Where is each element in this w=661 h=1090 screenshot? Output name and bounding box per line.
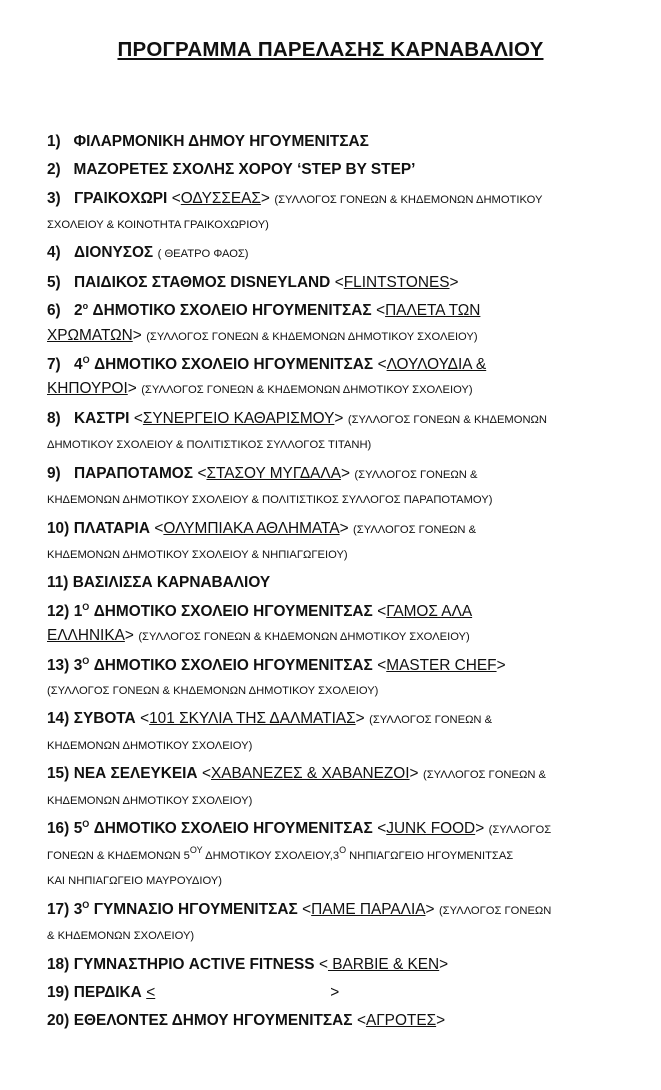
item-name: ΠΑΡΑΠΟΤΑΜΟΣ <box>74 464 193 482</box>
item-ordinal: $3^O$ <box>73 655 90 674</box>
item-ordinal: $2^o$ <box>74 301 89 319</box>
item-note: ΓΟΝΕΩΝ & ΚΗΔΕΜΟΝΩΝ $5^{O\Upsilon}$ ΔΗΜΟΤΙΚΟΥ $\Sigma XO\Lambda EIO\Upsilon,3^O$ ΝΗΠΙΑΓΩΓΕΙΟ ΗΓΟΥΜΕΝΙΤΣΑΣ <box>47 844 514 862</box>
item-note: (ΣΥΛΛΟΓΟΣ ΓΟΝΕΩΝ & ΚΗΔΕΜΟΝΩΝ ΔΗΜΟΤΙΚΟΥ <box>274 193 543 206</box>
item-theme: 101 ΣΚΥΛΙΑ ΤΗΣ ΔΑΛΜΑΤΙΑΣ <box>149 710 356 728</box>
item-note: (ΣΥΛΛΟΓΟΣ ΓΟΝΕΩΝ & ΚΗΔΕΜΟΝΩΝ ΔΗΜΟΤΙΚΟΥ ΣΧΟΛΕΙΟΥ) <box>146 330 478 343</box>
list-item: 6) $2^o$ ΔΗΜΟΤΙΚΟ ΣΧΟΛΕΙΟ ΗΓΟΥΜΕΝΙΤΣΑΣ <ΠΑΛΕΤΑ ΤΩΝ ΧΡΩΜΑΤΩΝ> (ΣΥΛΛΟΓΟΣ ΓΟΝΕΩΝ & ΚΗΔΕΜΟΝΩΝ ΔΗΜΟΤΙΚΟΥ ΣΧΟΛΕΙΟΥ) <box>47 301 481 344</box>
item-note: (ΣΥΛΛΟΓΟΣ ΓΟΝΕΩΝ & <box>354 468 478 481</box>
item-number: 14) <box>47 710 70 728</box>
item-note: (ΣΥΛΛΟΓΟΣ ΓΟΝΕΩΝ & ΚΗΔΕΜΟΝΩΝ <box>347 413 547 426</box>
item-theme: ΟΔΥΣΣΕΑΣ <box>180 189 261 207</box>
item-ordinal: $5^O$ <box>73 819 90 838</box>
item-theme: BARBIE & KEN <box>327 955 440 973</box>
item-number: 16) <box>47 820 70 838</box>
item-note: ΔΗΜΟΤΙΚΟΥ ΣΧΟΛΕΙΟΥ & ΠΟΛΙΤΙΣΤΙΚΟΣ ΣΥΛΛΟΓΟΣ ΤΙΤΑΝΗ) <box>47 439 372 452</box>
item-ordinal: $3^O$ <box>73 899 90 918</box>
item-name: ΠΑΙΔΙΚΟΣ ΣΤΑΘΜΟΣ DISNEYLAND <box>74 273 331 291</box>
item-name: ΓΡΑΙΚΟΧΩΡΙ <box>74 189 168 207</box>
list-item: 8) ΚΑΣΤΡΙ <ΣΥΝΕΡΓΕΙΟ ΚΑΘΑΡΙΣΜΟΥ> (ΣΥΛΛΟΓΟΣ ΓΟΝΕΩΝ & ΚΗΔΕΜΟΝΩΝ ΔΗΜΟΤΙΚΟΥ ΣΧΟΛΕΙΟΥ & ΠΟΛΙΤΙΣΤΙΚΟΣ ΣΥΛΛΟΓΟΣ ΤΙΤΑΝΗ) <box>47 409 547 452</box>
item-theme: ΠΑΛΕΤΑ ΤΩΝ <box>385 302 481 319</box>
item-name: ΜΑΖΟΡΕΤΕΣ ΣΧΟΛΗΣ ΧΟΡΟΥ ‘STEP BY STEP’ <box>73 161 416 179</box>
list-item: 14) ΣΥΒΟΤΑ <101 ΣΚΥΛΙΑ ΤΗΣ ΔΑΛΜΑΤΙΑΣ> (ΣΥΛΛΟΓΟΣ ΓΟΝΕΩΝ & ΚΗΔΕΜΟΝΩΝ ΔΗΜΟΤΙΚΟΥ ΣΧΟΛΕΙΟΥ) <box>47 710 493 752</box>
item-theme: MASTER CHEF <box>386 656 497 674</box>
list-item <box>47 241 643 267</box>
item-theme: ΠΑΜΕ ΠΑΡΑΛΙΑ <box>311 900 426 918</box>
item-number: 13) <box>47 656 70 674</box>
item-number: 8) <box>47 409 61 427</box>
item-name: ΝΕΑ ΣΕΛΕΥΚΕΙΑ <box>73 765 198 783</box>
item-note: ΚΗΔΕΜΟΝΩΝ ΔΗΜΟΤΙΚΟΥ ΣΧΟΛΕΙΟΥ & ΝΗΠΙΑΓΩΓΕΙΟΥ) <box>47 549 348 562</box>
list-item: 16) $5^O$ ΔΗΜΟΤΙΚΟ ΣΧΟΛΕΙΟ ΗΓΟΥΜΕΝΙΤΣΑΣ <JUNK FOOD> (ΣΥΛΛΟΓΟΣ ΓΟΝΕΩΝ & ΚΗΔΕΜΟΝΩΝ $5^{O\Upsilon}$ ΔΗΜΟΤΙΚΟΥ $\Sigma XO\Lambda EIO\Upsilon,3^O$ ΝΗΠΙΑΓΩΓΕΙΟ ΗΓΟΥΜΕΝΙΤΣΑΣ ΚΑΙ ΝΗΠΙΑΓΩΓΕΙΟ ΜΑΥΡΟΥΔΙΟΥ) <box>47 819 552 888</box>
item-theme: ΑΓΡΟΤΕΣ <box>365 1012 437 1030</box>
item-theme-blank: < <box>146 983 156 1001</box>
list-item <box>47 158 643 183</box>
item-name: ΣΥΒΟΤΑ <box>73 710 136 728</box>
item-note: & ΚΗΔΕΜΟΝΩΝ ΣΧΟΛΕΙΟΥ) <box>47 930 195 943</box>
item-theme: FLINTSTONES <box>343 273 450 291</box>
list-item: 18) ΓΥΜΝΑΣΤΗΡΙΟ ACTIVE FITNESS < BARBIE & KEN> <box>47 955 449 973</box>
item-note: (ΣΥΛΛΟΓΟΣ ΓΟΝΕΩΝ & ΚΗΔΕΜΟΝΩΝ ΔΗΜΟΤΙΚΟΥ ΣΧΟΛΕΙΟΥ) <box>141 384 473 397</box>
item-note: (ΣΥΛΛΟΓΟΣ ΓΟΝΕΩΝ & <box>422 769 546 782</box>
item-name: ΕΘΕΛΟΝΤΕΣ ΔΗΜΟΥ ΗΓΟΥΜΕΝΙΤΣΑΣ <box>73 1012 353 1030</box>
item-note: ΚΗΔΕΜΟΝΩΝ ΔΗΜΟΤΙΚΟΥ ΣΧΟΛΕΙΟΥ) <box>47 794 253 807</box>
item-name: ΒΑΣΙΛΙΣΣΑ ΚΑΡΝΑΒΑΛΙΟΥ <box>72 574 271 592</box>
item-note: ΚΗΔΕΜΟΝΩΝ ΔΗΜΟΤΙΚΟΥ ΣΧΟΛΕΙΟΥ) <box>47 740 253 752</box>
item-theme: ΧΑΒΑΝΕΖΕΣ & ΧΑΒΑΝΕΖΟΙ <box>211 765 410 783</box>
item-ordinal: $1^O$ <box>73 601 90 620</box>
item-number: 10) <box>47 519 70 537</box>
page-title: ΠΡΟΓΡΑΜΜΑ ΠΑΡΕΛΑΣΗΣ ΚΑΡΝΑΒΑΛΙΟΥ <box>117 38 544 61</box>
item-name: ΓΥΜΝΑΣΙΟ ΗΓΟΥΜΕΝΙΤΣΑΣ <box>93 900 298 918</box>
item-note: (ΣΥΛΛΟΓΟΣ ΓΟΝΕΩΝ & <box>369 714 493 727</box>
item-name: ΓΥΜΝΑΣΤΗΡΙΟ ACTIVE FITNESS <box>73 955 315 973</box>
item-note: ΣΧΟΛΕΙΟΥ & ΚΟΙΝΟΤΗΤΑ ΓΡΑΙΚΟΧΩΡΙΟΥ) <box>47 219 269 232</box>
item-name: ΔΗΜΟΤΙΚΟ ΣΧΟΛΕΙΟ ΗΓΟΥΜΕΝΙΤΣΑΣ <box>93 656 373 674</box>
item-number: 20) <box>47 1012 70 1030</box>
item-number: 11) <box>47 574 69 592</box>
item-number: 6) <box>47 302 61 319</box>
item-number: 9) <box>47 464 61 482</box>
list-item: 10) ΠΛΑΤΑΡΙΑ <ΟΛΥΜΠΙΑΚΑ ΑΘΛΗΜΑΤΑ> (ΣΥΛΛΟΓΟΣ ΓΟΝΕΩΝ & ΚΗΔΕΜΟΝΩΝ ΔΗΜΟΤΙΚΟΥ ΣΧΟΛΕΙΟΥ & ΝΗΠΙΑΓΩΓΕΙΟΥ) <box>47 519 477 562</box>
item-ordinal: $4^O$ <box>74 354 90 373</box>
item-note: ΚΑΙ ΝΗΠΙΑΓΩΓΕΙΟ ΜΑΥΡΟΥΔΙΟΥ) <box>47 875 222 888</box>
item-name: ΦΙΛΑΡΜΟΝΙΚΗ ΔΗΜΟΥ ΗΓΟΥΜΕΝΙΤΣΑΣ <box>73 133 369 150</box>
item-theme: ΛΟΥΛΟΥΔΙΑ & <box>386 355 487 373</box>
item-theme: JUNK FOOD <box>386 820 476 838</box>
list-item: 13) $3^O$ ΔΗΜΟΤΙΚΟ ΣΧΟΛΕΙΟ ΗΓΟΥΜΕΝΙΤΣΑΣ <MASTER CHEF> (ΣΥΛΛΟΓΟΣ ΓΟΝΕΩΝ & ΚΗΔΕΜΟΝΩΝ ΔΗΜΟΤΙΚΟΥ ΣΧΟΛΕΙΟΥ) <box>47 655 506 698</box>
list-item: 3) ΓΡΑΙΚΟΧΩΡΙ <ΟΔΥΣΣΕΑΣ> (ΣΥΛΛΟΓΟΣ ΓΟΝΕΩΝ & ΚΗΔΕΜΟΝΩΝ ΔΗΜΟΤΙΚΟΥ ΣΧΟΛΕΙΟΥ & ΚΟΙΝΟΤΗΤΑ ΓΡΑΙΚΟΧΩΡΙΟΥ) <box>47 189 543 232</box>
item-number: 2) <box>47 161 61 179</box>
item-name: ΔΗΜΟΤΙΚΟ ΣΧΟΛΕΙΟ ΗΓΟΥΜΕΝΙΤΣΑΣ <box>93 820 373 838</box>
list-item <box>47 571 643 596</box>
list-item: 19) ΠΕΡΔΙΚΑ < > <box>47 983 340 1001</box>
list-item: 15) ΝΕΑ ΣΕΛΕΥΚΕΙΑ <ΧΑΒΑΝΕΖΕΣ & ΧΑΒΑΝΕΖΟΙ> (ΣΥΛΛΟΓΟΣ ΓΟΝΕΩΝ & ΚΗΔΕΜΟΝΩΝ ΔΗΜΟΤΙΚΟΥ ΣΧΟΛΕΙΟΥ) <box>47 765 546 807</box>
item-theme: ΓΑΜΟΣ ΑΛΑ <box>386 602 473 620</box>
list-item: 20) ΕΘΕΛΟΝΤΕΣ ΔΗΜΟΥ ΗΓΟΥΜΕΝΙΤΣΑΣ <ΑΓΡΟΤΕΣ> <box>47 1012 446 1030</box>
parade-list <box>47 130 643 1037</box>
item-number: 12) <box>47 602 70 620</box>
item-number: 1) <box>47 133 61 150</box>
item-name: ΔΗΜΟΤΙΚΟ ΣΧΟΛΕΙΟ ΗΓΟΥΜΕΝΙΤΣΑΣ <box>94 355 374 373</box>
item-name: ΠΕΡΔΙΚΑ <box>73 983 142 1001</box>
item-number: 18) <box>47 955 70 973</box>
item-number: 5) <box>47 273 61 291</box>
item-number: 19) <box>47 983 70 1001</box>
item-name: ΚΑΣΤΡΙ <box>74 409 130 427</box>
item-number: 17) <box>47 900 70 918</box>
list-item: 9) ΠΑΡΑΠΟΤΑΜΟΣ <ΣΤΑΣΟΥ ΜΥΓΔΑΛΑ> (ΣΥΛΛΟΓΟΣ ΓΟΝΕΩΝ & ΚΗΔΕΜΟΝΩΝ ΔΗΜΟΤΙΚΟΥ ΣΧΟΛΕΙΟΥ & ΠΟΛΙΤΙΣΤΙΚΟΣ ΣΥΛΛΟΓΟΣ ΠΑΡΑΠΟΤΑΜΟΥ) <box>47 464 493 507</box>
item-theme: ΣΥΝΕΡΓΕΙΟ ΚΑΘΑΡΙΣΜΟΥ <box>142 409 335 427</box>
item-name: ΔΙΟΝΥΣΟΣ <box>74 244 154 262</box>
item-theme: ΚΗΠΟΥΡΟΙ <box>47 380 128 398</box>
item-note: ( ΘΕΑΤΡΟ ΦΑΟΣ) <box>157 248 249 261</box>
item-name: ΠΛΑΤΑΡΙΑ <box>73 519 150 537</box>
list-item: 5) ΠΑΙΔΙΚΟΣ ΣΤΑΘΜΟΣ DISNEYLAND <FLINTSTONES> <box>47 273 459 291</box>
list-item: 12) $1^O$ ΔΗΜΟΤΙΚΟ ΣΧΟΛΕΙΟ ΗΓΟΥΜΕΝΙΤΣΑΣ <ΓΑΜΟΣ ΑΛΑ ΕΛΛΗΝΙΚΑ> (ΣΥΛΛΟΓΟΣ ΓΟΝΕΩΝ & ΚΗΔΕΜΟΝΩΝ ΔΗΜΟΤΙΚΟΥ ΣΧΟΛΕΙΟΥ) <box>47 601 473 645</box>
item-note: (ΣΥΛΛΟΓΟΣ ΓΟΝΕΩΝ <box>438 904 552 917</box>
list-item: 17) $3^O$ ΓΥΜΝΑΣΙΟ ΗΓΟΥΜΕΝΙΤΣΑΣ <ΠΑΜΕ ΠΑΡΑΛΙΑ> (ΣΥΛΛΟΓΟΣ ΓΟΝΕΩΝ & ΚΗΔΕΜΟΝΩΝ ΣΧΟΛΕΙΟΥ) <box>47 899 552 943</box>
item-number: 15) <box>47 765 70 783</box>
item-number: 7) <box>47 355 61 373</box>
item-theme: ΣΤΑΣΟΥ ΜΥΓΔΑΛΑ <box>206 464 341 482</box>
item-note: (ΣΥΛΛΟΓΟΣ ΓΟΝΕΩΝ & ΚΗΔΕΜΟΝΩΝ ΔΗΜΟΤΙΚΟΥ ΣΧΟΛΕΙΟΥ) <box>47 685 379 698</box>
item-note: (ΣΥΛΛΟΓΟΣ ΓΟΝΕΩΝ & <box>353 523 477 536</box>
item-theme: ΧΡΩΜΑΤΩΝ <box>47 326 133 344</box>
item-number: 4) <box>47 244 61 262</box>
item-note: (ΣΥΛΛΟΓΟΣ <box>488 824 552 837</box>
list-item <box>47 130 643 155</box>
list-item: 7) $4^O$ ΔΗΜΟΤΙΚΟ ΣΧΟΛΕΙΟ ΗΓΟΥΜΕΝΙΤΣΑΣ <ΛΟΥΛΟΥΔΙΑ & ΚΗΠΟΥΡΟΙ> (ΣΥΛΛΟΓΟΣ ΓΟΝΕΩΝ & ΚΗΔΕΜΟΝΩΝ ΔΗΜΟΤΙΚΟΥ ΣΧΟΛΕΙΟΥ) <box>47 354 487 398</box>
item-note: ΚΗΔΕΜΟΝΩΝ ΔΗΜΟΤΙΚΟΥ ΣΧΟΛΕΙΟΥ & ΠΟΛΙΤΙΣΤΙΚΟΣ ΣΥΛΛΟΓΟΣ ΠΑΡΑΠΟΤΑΜΟΥ) <box>47 494 493 507</box>
item-name: ΔΗΜΟΤΙΚΟ ΣΧΟΛΕΙΟ ΗΓΟΥΜΕΝΙΤΣΑΣ <box>92 302 372 319</box>
item-number: 3) <box>47 189 61 207</box>
item-theme: ΟΛΥΜΠΙΑΚΑ ΑΘΛΗΜΑΤΑ <box>163 519 340 537</box>
item-note: (ΣΥΛΛΟΓΟΣ ΓΟΝΕΩΝ & ΚΗΔΕΜΟΝΩΝ ΔΗΜΟΤΙΚΟΥ ΣΧΟΛΕΙΟΥ) <box>138 631 470 644</box>
item-name: ΔΗΜΟΤΙΚΟ ΣΧΟΛΕΙΟ ΗΓΟΥΜΕΝΙΤΣΑΣ <box>93 602 373 620</box>
item-theme: ΕΛΛΗΝΙΚΑ <box>47 627 125 645</box>
